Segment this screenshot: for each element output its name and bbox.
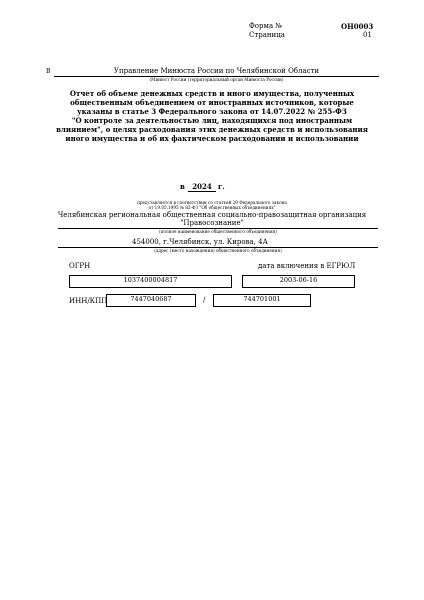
- egrul-date-label: дата включения в ЕГРЮЛ: [258, 262, 356, 270]
- period-year-underline: [188, 191, 216, 192]
- organization-name-line-2: "Правосознание": [180, 219, 244, 227]
- period-suffix: г.: [218, 182, 225, 191]
- form-label: Форма №: [249, 22, 282, 30]
- page-label: Страница: [249, 31, 285, 39]
- recipient-name: Управление Минюста России по Челябинской Области: [113, 67, 320, 75]
- page-number: 01: [363, 31, 372, 39]
- organization-address-caption: (адрес (место нахождения) общественного объединения): [154, 248, 282, 253]
- period-year: 2024: [192, 182, 212, 191]
- report-title-line-5: влиянием", о целях расходования этих денежных средств и использования: [56, 125, 368, 134]
- form-number: ОН0003: [341, 22, 374, 31]
- organization-name-line-1: Челябинская региональная общественная социально-правозащитная организация: [57, 211, 367, 219]
- ogrn-label: ОГРН: [69, 262, 91, 270]
- kpp-field: [213, 294, 311, 307]
- report-title-line-1: Отчет об объеме денежных средств и иного имущества, полученных: [69, 89, 355, 98]
- ogrn-field: [69, 275, 232, 288]
- inn-value: 7447040687: [130, 295, 172, 303]
- inn-field: [106, 294, 196, 307]
- egrul-date-value: 2003-06-16: [279, 276, 318, 284]
- egrul-date-field: [242, 275, 355, 288]
- report-title-line-2: общественным объединением от иностранных источников, которые: [70, 98, 354, 107]
- period-prefix: в: [180, 182, 185, 191]
- report-title-line-3: указаны в статье 3 Федерального закона от 14.07.2022 № 255-ФЗ: [77, 107, 347, 116]
- organization-name-caption: (полное наименование общественного объединения): [159, 229, 277, 234]
- kpp-value: 744701001: [243, 295, 281, 303]
- legal-basis-line-1: представляется в соответствии со статьей 29 Федерального закона: [137, 200, 287, 205]
- ogrn-value: 1037400004817: [123, 276, 178, 284]
- inn-kpp-separator: /: [203, 296, 206, 304]
- recipient-prefix: В: [46, 68, 51, 75]
- recipient-caption: (Минюст России (территориальный орган Минюста России): [149, 77, 284, 82]
- report-title-line-4: "О контроле за деятельностью лиц, находящихся под иностранным: [71, 116, 353, 125]
- inn-kpp-label: ИНН/КПП: [69, 297, 108, 305]
- organization-address: 454000, г.Челябинск, ул. Кирова, 4А: [132, 238, 268, 246]
- report-title-line-6: иного имущества и об их фактическом расходовании и использовании: [65, 134, 359, 143]
- legal-basis-line-2: от 19.05.1995 № 82-ФЗ "Об общественных объединениях": [148, 205, 276, 210]
